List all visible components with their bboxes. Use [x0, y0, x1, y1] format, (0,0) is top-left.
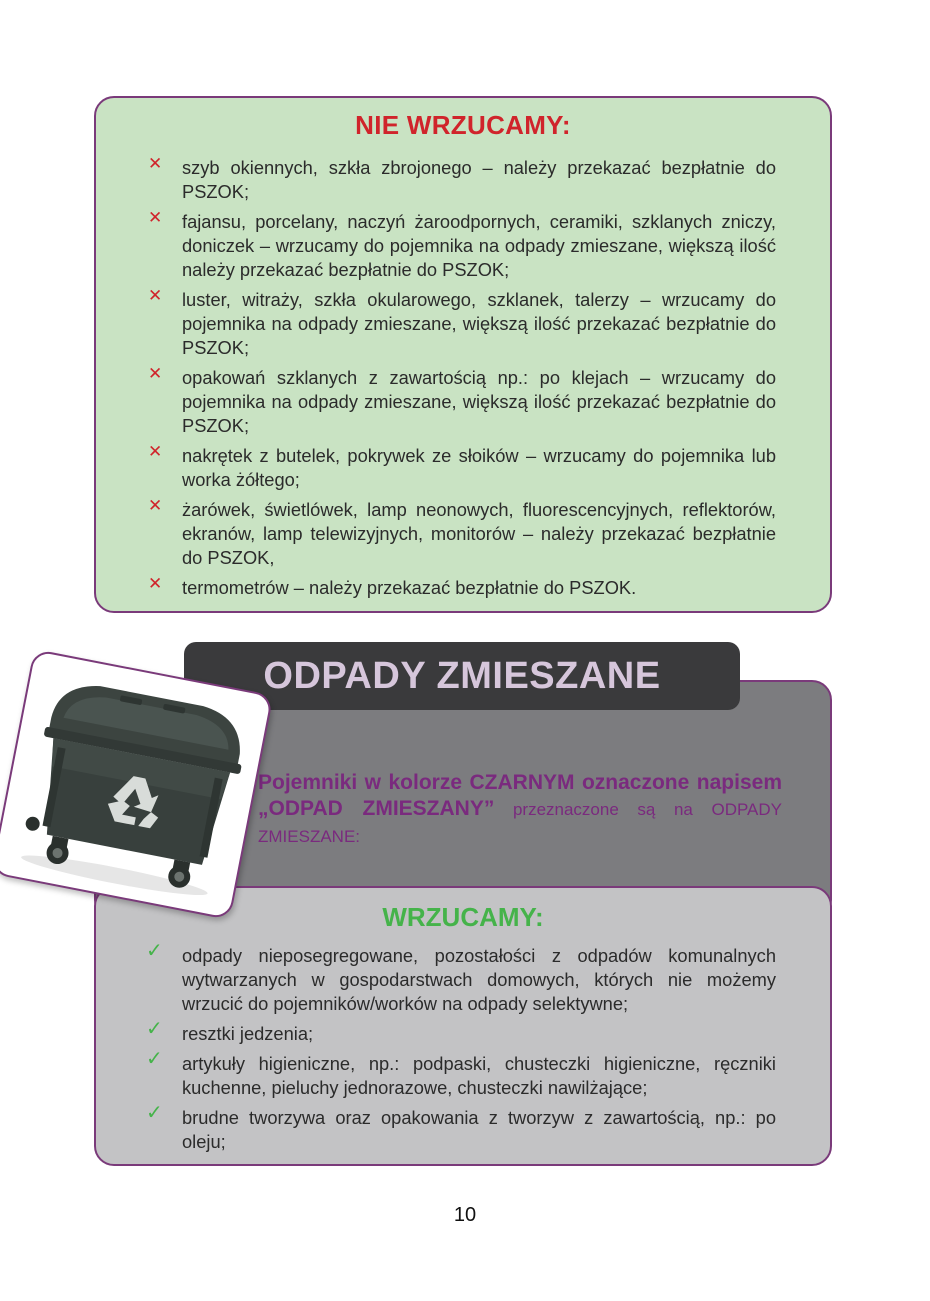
list-item-text: luster, witraży, szkła okularowego, szklanek, talerzy – wrzucamy do pojemnika na odpady zmieszane, większą ilość przekazać bezpłatnie do PSZOK; [182, 289, 776, 358]
list-item [96, 156, 830, 204]
list-item-text: opakowań szklanych z zawartością np.: po klejach – wrzucamy do pojemnika na odpady zmieszane, większą ilość przekazać bezpłatnie do PSZOK; [182, 367, 776, 436]
description-bold: Pojemniki w kolorze CZARNYM oznaczone napisem „ODPAD ZMIESZANY” [258, 771, 782, 820]
list-item-text: artykuły higieniczne, np.: podpaski, chusteczki higieniczne, ręczniki kuchenne, pieluchy jednorazowe, chusteczki nawilżające; [182, 1053, 776, 1098]
cross-icon: ✕ [148, 364, 163, 383]
list-item [96, 366, 830, 438]
list-item [96, 444, 830, 492]
list-item-text: brudne tworzywa oraz opakowania z tworzyw z zawartością, np.: po oleju; [182, 1107, 776, 1152]
not-allowed-title: NIE WRZUCAMY: [355, 110, 571, 140]
checkmark-icon: ✓ [146, 940, 163, 962]
mixed-waste-description [258, 770, 782, 850]
list-item [96, 1018, 830, 1046]
list-item [96, 1102, 830, 1154]
checkmark-icon: ✓ [146, 1018, 163, 1040]
list-item [96, 498, 830, 570]
allowed-box [94, 886, 832, 1166]
list-item-text: szyb okiennych, szkła zbrojonego – należy przekazać bezpłatnie do PSZOK; [182, 157, 776, 202]
cross-icon: ✕ [148, 496, 163, 515]
list-item [96, 210, 830, 282]
list-item-text: żarówek, świetlówek, lamp neonowych, fluorescencyjnych, reflektorów, ekranów, lamp telewizyjnych, monitorów – należy przekazać bezpłatnie do PSZOK, [182, 499, 776, 568]
description-rest: przeznaczone są na ODPADY ZMIESZANE: [258, 800, 783, 846]
list-item [96, 576, 830, 600]
list-item [96, 1048, 830, 1100]
list-item [96, 940, 830, 1016]
checkmark-icon: ✓ [146, 1102, 163, 1124]
allowed-title: WRZUCAMY: [382, 902, 544, 932]
cross-icon: ✕ [148, 442, 163, 461]
list-item-text: fajansu, porcelany, naczyń żaroodpornych, ceramiki, szklanych zniczy, doniczek – wrzucamy do pojemnika na odpady zmieszane, większą ilość należy przekazać bezpłatnie do PSZOK; [182, 211, 776, 280]
list-item [96, 288, 830, 360]
list-item-text: termometrów – należy przekazać bezpłatnie do PSZOK. [182, 577, 637, 598]
mixed-waste-title: ODPADY ZMIESZANE [263, 654, 661, 697]
cross-icon: ✕ [148, 286, 163, 305]
black-waste-bin-image [0, 649, 274, 920]
checkmark-icon: ✓ [146, 1048, 163, 1070]
allowed-list [96, 940, 830, 1160]
not-allowed-box [94, 96, 832, 613]
list-item-text: resztki jedzenia; [182, 1023, 314, 1044]
cross-icon: ✕ [148, 574, 163, 593]
list-item-text: odpady nieposegregowane, pozostałości z odpadów komunalnych wytwarzanych w gospodarstwach domowych, których nie możemy wrzucić do pojemników/worków na odpady selektywne; [182, 945, 776, 1014]
cross-icon: ✕ [148, 154, 163, 173]
not-allowed-list [96, 156, 830, 606]
cross-icon: ✕ [148, 208, 163, 227]
list-item-text: nakrętek z butelek, pokrywek ze słoików – wrzucamy do pojemnika lub worka żółtego; [182, 445, 776, 490]
page-number: 10 [453, 1204, 477, 1226]
